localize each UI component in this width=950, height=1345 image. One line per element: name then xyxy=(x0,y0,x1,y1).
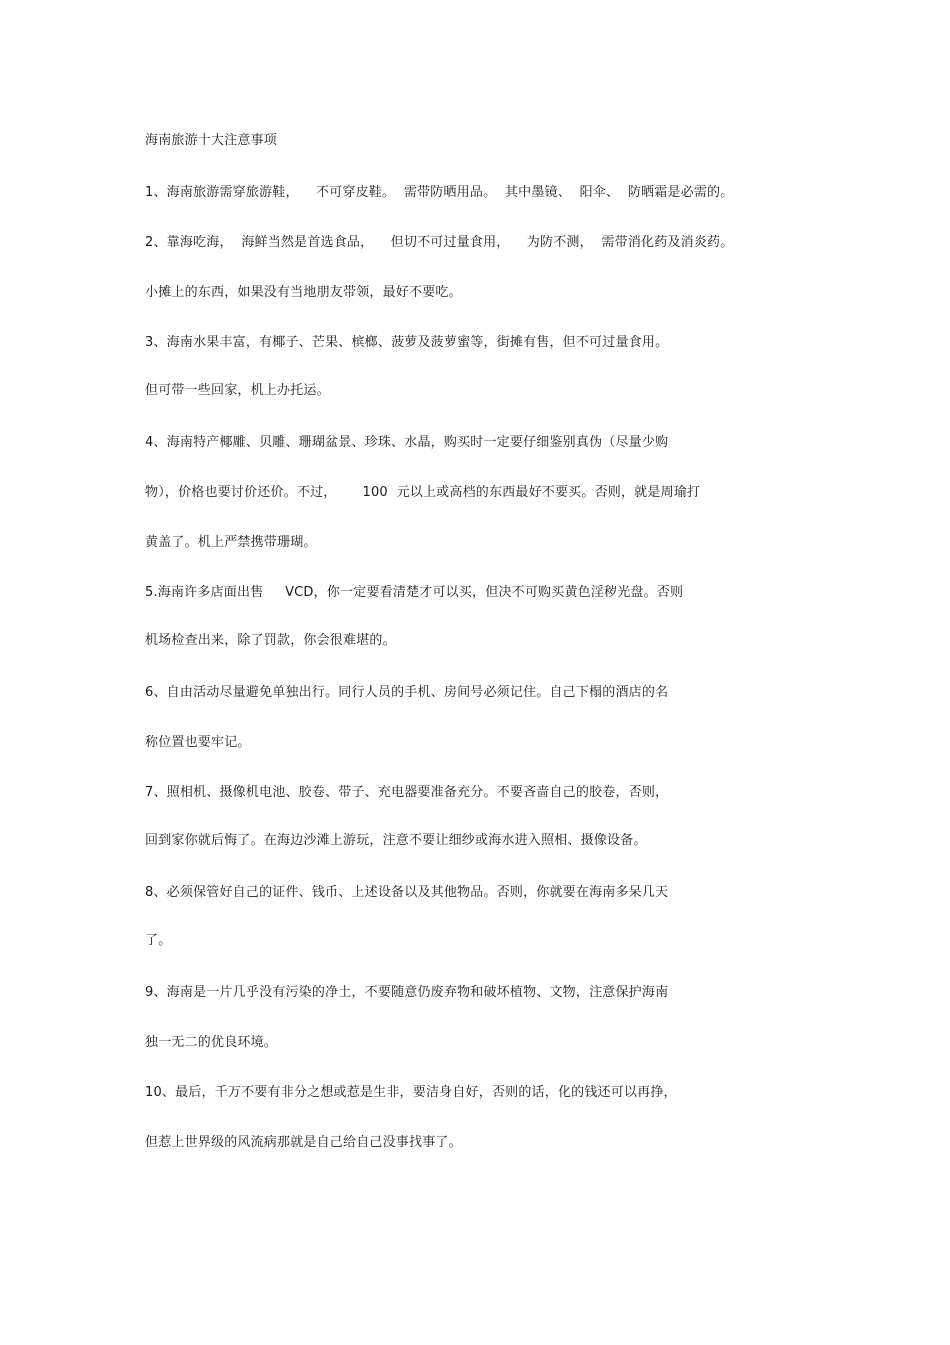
text-line-11: 6、自由活动尽量避免单独出行。同行人员的手机、房间号必须记住。自己下榻的酒店的名 xyxy=(145,685,669,700)
text-line-6: 4、海南特产椰雕、贝雕、珊瑚盆景、珍珠、水晶，购买时一定要仔细鉴别真伪（尽量少购 xyxy=(145,435,669,450)
text-line-2: 2、靠海吃海， 海鲜当然是首选食品， 但切不可过量食用， 为防不测， 需带消化药及消炎药。 xyxy=(145,235,734,250)
text-line-15: 8、必须保管好自己的证件、钱币、上述设备以及其他物品。否则，你就要在海南多呆几天 xyxy=(145,885,669,900)
document-title: 海南旅游十大注意事项 xyxy=(145,133,278,148)
text-line-4: 3、海南水果丰富，有椰子、芒果、槟榔、菠萝及菠萝蜜等，街摊有售，但不可过量食用。 xyxy=(145,335,669,350)
text-line-5: 但可带一些回家，机上办托运。 xyxy=(145,383,330,398)
text-line-14: 回到家你就后悔了。在海边沙滩上游玩，注意不要让细纱或海水进入照相、摄像设备。 xyxy=(145,833,647,848)
text-line-9: 5.海南许多店面出售 VCD，你一定要看清楚才可以买，但决不可购买黄色淫秽光盘。否则 xyxy=(145,585,684,600)
text-line-17: 9、海南是一片几乎没有污染的净土，不要随意仍废弃物和破坏植物、文物，注意保护海南 xyxy=(145,985,669,1000)
text-line-13: 7、照相机、摄像机电池、胶卷、带子、充电器要准备充分。不要吝啬自己的胶卷，否则， xyxy=(145,785,669,800)
text-line-3: 小摊上的东西，如果没有当地朋友带领，最好不要吃。 xyxy=(145,285,462,300)
text-line-8: 黄盖了。机上严禁携带珊瑚。 xyxy=(145,535,317,550)
text-line-20: 但惹上世界级的风流病那就是自己给自己没事找事了。 xyxy=(145,1135,462,1150)
text-line-10: 机场检查出来，除了罚款，你会很难堪的。 xyxy=(145,633,396,648)
text-line-19: 10、最后，千万不要有非分之想或惹是生非，要洁身自好，否则的话，化的钱还可以再挣， xyxy=(145,1085,677,1100)
text-line-7: 物），价格也要讨价还价。不过， 100 元以上或高档的东西最好不要买。否则，就是周瑜打 xyxy=(145,485,701,500)
text-line-16: 了。 xyxy=(145,933,172,948)
text-line-18: 独一无二的优良环境。 xyxy=(145,1035,278,1050)
text-line-12: 称位置也要牢记。 xyxy=(145,735,251,750)
text-line-1: 1、海南旅游需穿旅游鞋， 不可穿皮鞋。 需带防晒用品。 其中墨镜、 阳伞、 防晒霜是必需的。 xyxy=(145,185,734,200)
